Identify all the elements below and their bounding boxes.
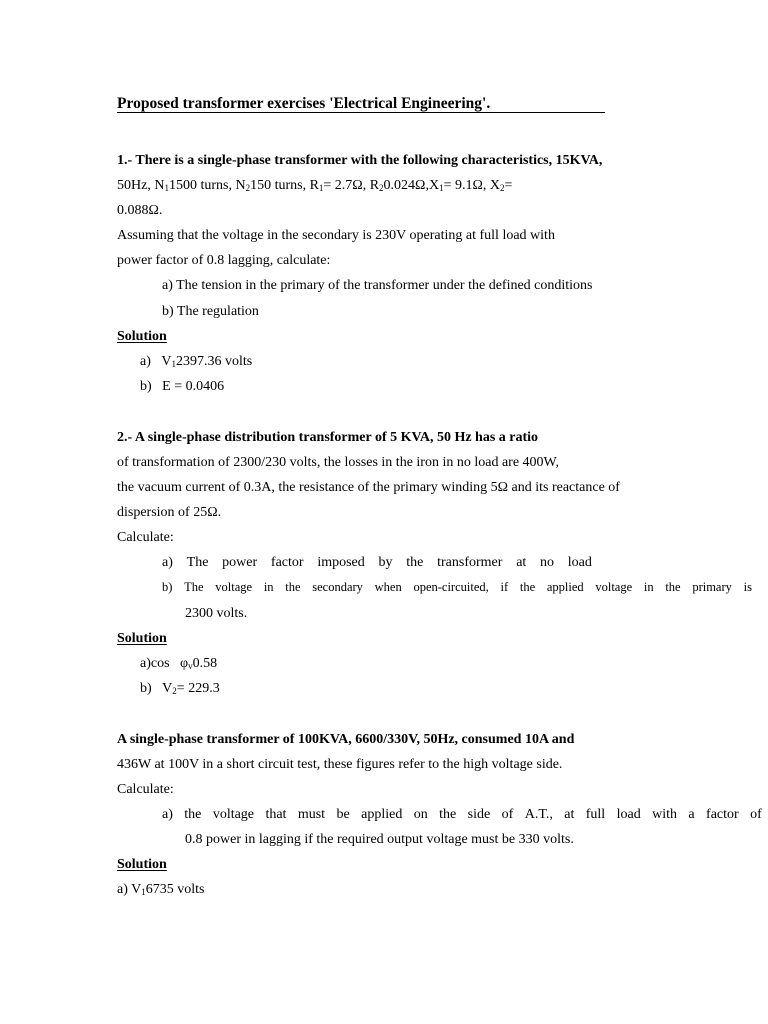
exercise-2-line-2: the vacuum current of 0.3A, the resistance of the primary winding 5Ω and its reactance of — [117, 480, 620, 495]
word: open-circuited, — [413, 580, 489, 594]
word: b) — [162, 580, 173, 594]
page-title: Proposed transformer exercises 'Electrical Engineering'. — [117, 95, 491, 112]
word: full — [585, 807, 606, 822]
word: voltage — [212, 807, 255, 822]
exercise-1-parameters-cont: 0.088Ω. — [117, 203, 163, 218]
word: The — [186, 555, 209, 570]
word: load — [616, 807, 641, 822]
title-underline — [117, 112, 605, 113]
exercise-1-solution-a: a) $V_12397.36$ volts — [140, 354, 253, 369]
exercise-1-question-b: b) The regulation — [162, 304, 259, 319]
exercise-1-question-a: a) The tension in the primary of the transformer under the defined conditions — [162, 278, 593, 293]
exercise-1-solution-b: b) E = 0.0406 — [140, 379, 225, 394]
word: transformer — [437, 555, 503, 570]
word: no — [540, 555, 555, 570]
word: of — [501, 807, 514, 822]
word: with — [652, 807, 678, 822]
exercise-3-question-a — [162, 807, 762, 823]
word: on — [413, 807, 428, 822]
exercise-2-heading: 2.- A single-phase distribution transformer of 5 KVA, 50 Hz has a ratio — [117, 430, 539, 445]
word: must — [297, 807, 326, 822]
word: the — [285, 580, 301, 594]
exercise-1-heading: 1.- There is a single-phase transformer with the following characteristics, 15KVA, — [117, 153, 603, 168]
word: factor — [270, 555, 304, 570]
word: applied — [361, 807, 403, 822]
word: at — [564, 807, 575, 822]
word: the — [665, 580, 681, 594]
word: be — [336, 807, 350, 822]
word: if — [500, 580, 509, 594]
exercise-2-solution-b: b) $V_2= 229.3$ — [140, 681, 220, 696]
word: load — [567, 555, 592, 570]
exercise-2-solution-a: a)cos $\varphi_v0.58$ — [140, 656, 218, 671]
word: in — [263, 580, 274, 594]
word: in — [643, 580, 654, 594]
word: that — [265, 807, 287, 822]
word: voltage — [215, 580, 253, 594]
exercise-3-calculate: Calculate: — [117, 782, 174, 797]
exercise-1-assumption: Assuming that the voltage in the secondary is 230V operating at full load with — [117, 228, 555, 243]
word: at — [516, 555, 527, 570]
exercise-3-solution-a: a) $V_16735$ volts — [117, 882, 205, 897]
exercise-2-line-3: dispersion of 25Ω. — [117, 505, 222, 520]
exercise-2-line-1: of transformation of 2300/230 volts, the losses in the iron in no load are 400W, — [117, 455, 559, 470]
exercise-2-calculate: Calculate: — [117, 530, 174, 545]
word: factor — [706, 807, 739, 822]
word: A.T., — [524, 807, 553, 822]
word: secondary — [312, 580, 363, 594]
word: primary — [692, 580, 732, 594]
exercise-1-solution-label: Solution — [117, 329, 167, 344]
word: a) — [162, 555, 173, 570]
word: imposed — [317, 555, 365, 570]
word: when — [374, 580, 402, 594]
exercise-1-parameters: 50Hz, $N_11500$ turns, $N_2150$ turns, $R_1= 2.7\Omega$, $R_20.024\Omega,X_1= 9.1\Omega$, $X_2=$ — [117, 178, 513, 193]
word: side — [467, 807, 491, 822]
word: the — [519, 580, 536, 594]
word: power — [222, 555, 258, 570]
word: by — [378, 555, 393, 570]
word: applied — [546, 580, 584, 594]
word: of — [750, 807, 762, 822]
word: a) — [162, 807, 173, 822]
exercise-2-question-a — [162, 555, 592, 571]
exercise-3-line-1: 436W at 100V in a short circuit test, these figures refer to the high voltage side. — [117, 757, 563, 772]
word: the — [406, 555, 424, 570]
word: a — [688, 807, 695, 822]
word: the — [184, 807, 202, 822]
exercise-3-question-a-cont: 0.8 power in lagging if the required output voltage must be 330 volts. — [185, 832, 574, 847]
exercise-1-assumption-cont: power factor of 0.8 lagging, calculate: — [117, 253, 331, 268]
exercise-3-heading: A single-phase transformer of 100KVA, 6600/330V, 50Hz, consumed 10A and — [117, 732, 575, 747]
exercise-2-solution-label: Solution — [117, 631, 167, 646]
word: voltage — [595, 580, 633, 594]
word: is — [743, 580, 752, 594]
exercise-3-solution-label: Solution — [117, 857, 167, 872]
word: the — [439, 807, 457, 822]
exercise-2-question-b-cont: 2300 volts. — [185, 606, 248, 621]
exercise-2-question-b — [162, 580, 752, 595]
word: The — [184, 580, 204, 594]
